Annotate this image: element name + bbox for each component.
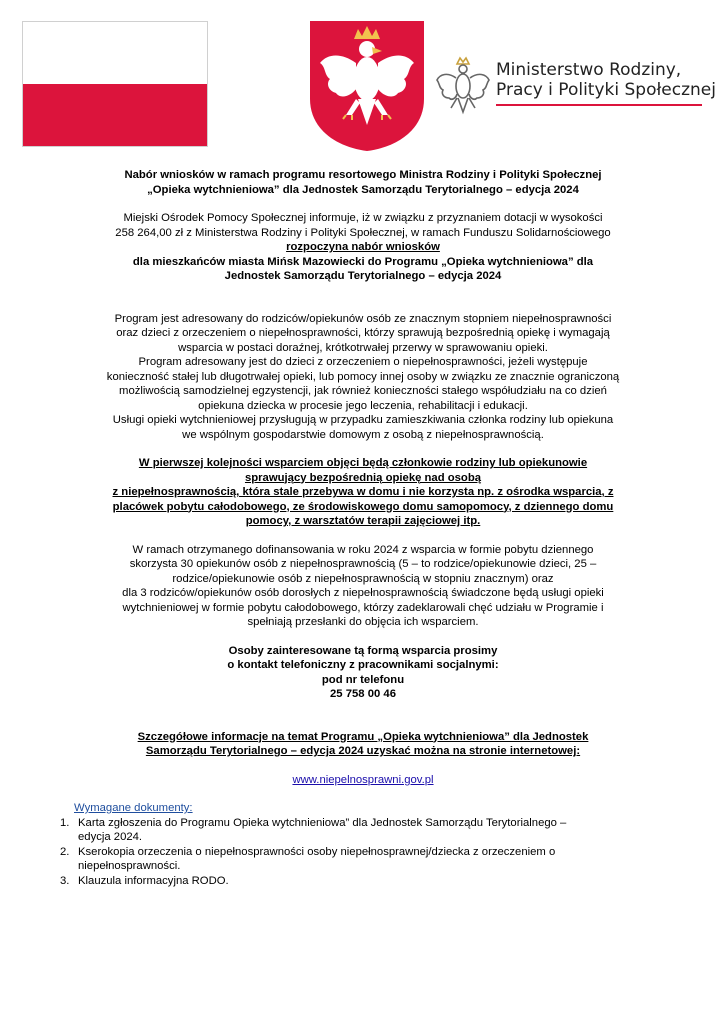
title-line: Nabór wniosków w ramach programu resortowego Ministra Rodziny i Polityki Społecznej [124, 169, 602, 181]
intro-line: 258 264,00 zł z Ministerstwa Rodziny i Polityki Społecznej, w ramach Funduszu Solidarnościowego [115, 226, 611, 239]
priority-line: pomocy, z warsztatów terapii zajęciowej itp. [245, 515, 481, 527]
intro-line: Jednostek Samorządu Terytorialnego – edycja 2024 [224, 270, 502, 282]
details-line: Samorządu Terytorialnego – edycja 2024 uzyskać można na stronie internetowej: [145, 745, 581, 757]
program-line: oraz dzieci z orzeczeniem o niepełnosprawności, którzy sprawują bezpośrednią opiekę i wymagają [116, 327, 610, 339]
ministry-accent-line [496, 104, 702, 106]
funding-line: spełniają przesłanki do objęcia ich wsparciem. [247, 616, 479, 628]
intro-recruitment-start: rozpoczyna nabór wniosków [286, 241, 440, 253]
eagle-icon [434, 54, 492, 118]
documents-list [60, 816, 654, 889]
documents-heading: Wymagane dokumenty: [74, 802, 193, 814]
website-link[interactable]: www.niepelnosprawni.gov.pl [292, 773, 434, 786]
priority-section [72, 456, 654, 529]
document-body [60, 168, 654, 888]
intro-line: dla mieszkańców miasta Mińsk Mazowiecki do Programu „Opieka wytchnieniowa” dla [132, 255, 594, 268]
letterhead [0, 0, 724, 160]
funding-line: dla 3 rodziców/opiekunów osób dorosłych z niepełnosprawnością świadczone będą usługi opieki [122, 587, 604, 599]
details-line: Szczegółowe informacje na temat Programu „Opieka wytchnieniowa” dla Jednostek [137, 730, 589, 743]
details-section [72, 730, 654, 759]
polish-flag [22, 21, 208, 147]
contact-line: pod nr telefonu [321, 673, 405, 686]
program-line: we wspólnym gospodarstwie domowym z osobą z niepełnosprawnością. [182, 428, 544, 441]
program-description [72, 312, 654, 443]
list-item-text: niepełnosprawności. [78, 860, 181, 872]
documents-section [60, 801, 654, 888]
funding-line: W ramach otrzymanego dofinansowania w roku 2024 z wsparcia w formie pobytu dziennego [132, 543, 594, 556]
program-line: Program adresowany jest do dzieci z orzeczeniem o niepełnosprawności, jeżeli występuje [138, 356, 588, 368]
polish-coat-of-arms-icon [306, 17, 428, 153]
ministry-logo [434, 52, 716, 122]
funding-section [72, 543, 654, 630]
contact-phone: 25 758 00 46 [330, 688, 396, 700]
list-item [60, 874, 654, 889]
contact-line: o kontakt telefoniczny z pracownikami socjalnymi: [227, 659, 499, 671]
list-item-text: Klauzula informacyjna RODO. [78, 874, 229, 887]
list-item [60, 816, 654, 845]
list-item-text: Karta zgłoszenia do Programu Opieka wytchnieniowa” dla Jednostek Samorządu Terytorialnego – [78, 816, 567, 829]
priority-line: placówek pobytu całodobowego, ze środowiskowego domu samopomocy, z dziennego domu [112, 500, 614, 513]
priority-line: z niepełnosprawnością, która stale przebywa w domu i nie korzysta np. z ośrodka wsparcia, z [112, 486, 614, 498]
title-line: „Opieka wytchnieniowa” dla Jednostek Samorządu Terytorialnego – edycja 2024 [147, 183, 579, 196]
priority-line: sprawujący bezpośrednią opiekę nad osobą [244, 471, 482, 484]
program-line: wsparcia w postaci doraźnej, krótkotrwałej przerwy w sprawowaniu opieki. [178, 341, 548, 354]
list-item-text: edycja 2024. [78, 831, 143, 843]
funding-line: rodzice/opiekunowie osób z niepełnosprawnością w stopniu znacznym) oraz [172, 572, 554, 585]
list-item-number: 3. [60, 874, 70, 887]
ministry-name-line2: Pracy i Polityki Społecznej [496, 80, 716, 100]
program-line: opiekuna dziecka w procesie jego leczenia, rehabilitacji i edukacji. [198, 399, 528, 412]
ministry-name-line1: Ministerstwo Rodziny, [496, 60, 682, 80]
document-title [72, 168, 654, 197]
list-item-text: Kserokopia orzeczenia o niepełnosprawności osoby niepełnosprawnej/dziecka z orzeczeniem o [78, 845, 556, 858]
program-line: możliwością samodzielnej egzystencji, jak również konieczności stałego współudziału na co dzień [119, 385, 607, 397]
intro-section [72, 211, 654, 284]
contact-section [72, 644, 654, 702]
program-line: Program jest adresowany do rodziców/opiekunów osób ze znacznym stopniem niepełnosprawności [114, 312, 612, 325]
ministry-name [496, 60, 716, 100]
list-item-number: 1. [60, 816, 70, 829]
priority-line: W pierwszej kolejności wsparciem objęci będą członkowie rodziny lub opiekunowie [138, 457, 588, 469]
list-item-number: 2. [60, 845, 70, 858]
contact-line: Osoby zainteresowane tą formą wsparcia prosimy [228, 644, 498, 657]
program-line: konieczność stałej lub długotrwałej opieki, lub pomocy innej osoby w związku ze znacznie ograniczoną [106, 370, 620, 383]
intro-line: Miejski Ośrodek Pomocy Społecznej informuje, iż w związku z przyznaniem dotacji w wysokości [123, 212, 603, 224]
program-line: Usługi opieki wytchnieniowej przysługują w przypadku zamieszkiwania członka rodziny lub opiekuna [112, 414, 614, 426]
list-item [60, 845, 654, 874]
funding-line: wytchnieniowej w formie pobytu całodobowego, którzy zadeklarowali chęć udziału w Programie i [122, 601, 604, 614]
funding-line: skorzysta 30 opiekunów osób z niepełnosprawnością (5 – to rodzice/opiekunowie dzieci, 25 – [129, 558, 597, 570]
